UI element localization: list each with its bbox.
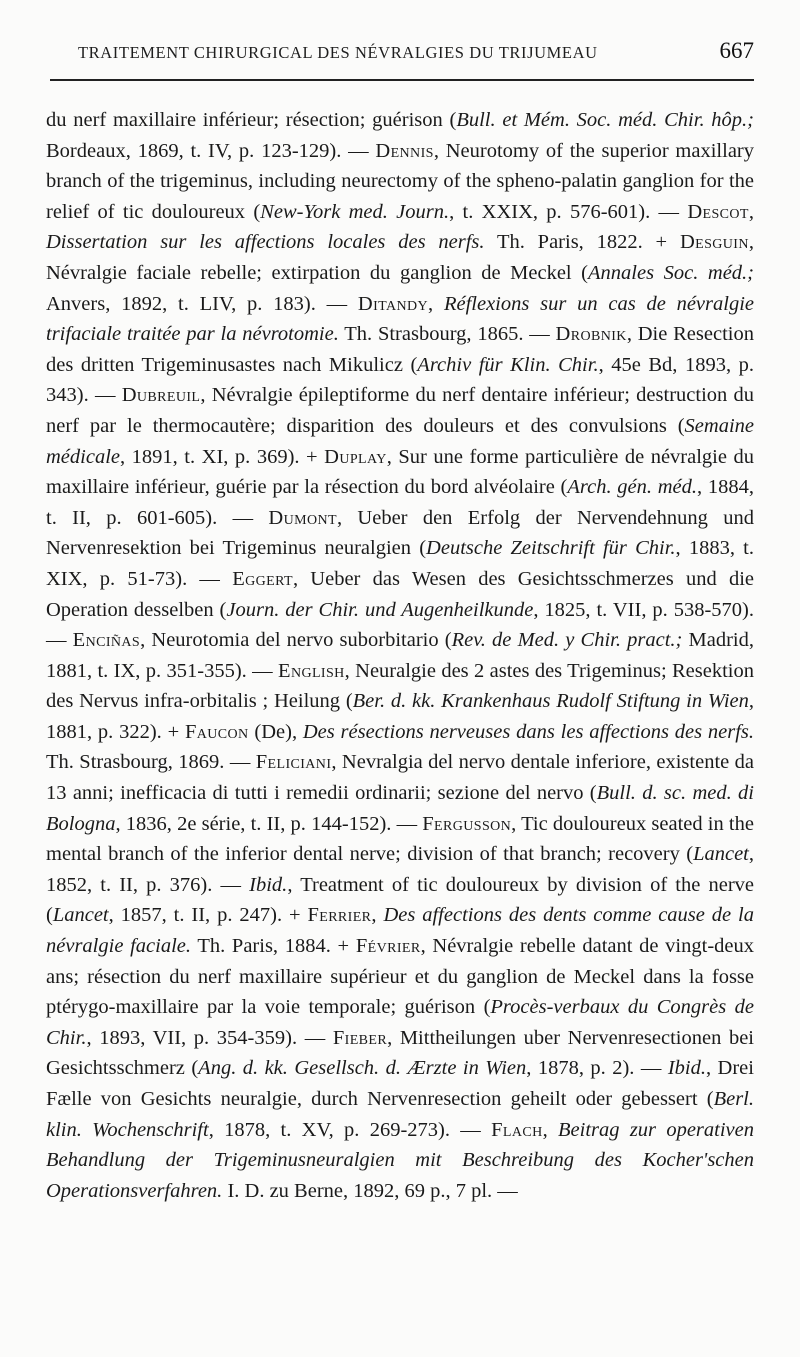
author-name: Dumont [268, 506, 337, 529]
text-segment: , Tic douloureux seated in the mental branch of the inferior dental nerve; division of that branch; recovery ( [46, 812, 754, 866]
italic-segment: Semaine médicale [46, 414, 754, 468]
text-segment: , Ueber den Erfolg der Nervendehnung und Nervenresektion bei Trigeminus neuralgien ( [46, 506, 754, 560]
text-segment: , Nevralgia del nervo dentale inferiore, existente da 13 anni; inefficacia di tutti i remedii ordinarii; sezione del nervo ( [46, 751, 754, 805]
italic-segment: Lancet [693, 843, 749, 866]
author-name: Eggert [232, 567, 293, 590]
text-segment: I. D. zu Berne, 1892, 69 p., 7 pl. — [222, 1179, 518, 1202]
bibliography-paragraph [46, 105, 754, 1206]
text-segment: Th. Paris, 1822. + [484, 231, 680, 254]
italic-segment: Arch. gén. méd. [567, 476, 698, 499]
author-name: English [278, 659, 345, 682]
text-segment: , 1825, t. VII, p. 538-570). — [46, 598, 755, 652]
author-name: Ferrier [307, 904, 372, 927]
header-rule [50, 79, 754, 81]
text-segment: , Névralgie faciale rebelle; extirpation du ganglion de Meckel ( [46, 231, 754, 284]
italic-segment: Annales Soc. méd.; [588, 261, 754, 284]
italic-segment: Journ. der Chir. und Augenheilkunde [226, 598, 534, 621]
italic-segment: Archiv für Klin. Chir. [417, 353, 599, 376]
author-name: Desguin [679, 231, 749, 254]
text-segment: , 1852, t. II, p. 376). — [46, 843, 754, 896]
text-segment: , Die Resection des dritten Trigeminusastes nach Mikulicz ( [46, 323, 754, 376]
italic-segment: Ang. d. kk. Gesellsch. d. Ærzte in Wien [198, 1057, 527, 1080]
italic-segment: Des affections des dents comme cause de la névralgie faciale. [46, 904, 754, 958]
author-name: Duplay [324, 445, 387, 468]
italic-segment: Procès-verbaux du Congrès de Chir. [46, 996, 754, 1049]
page-header [78, 38, 754, 64]
text-segment: , Névralgie épileptiforme du nerf dentaire inférieur; destruction du nerf par le thermocautère; disparition des douleurs et des convulsions ( [46, 384, 755, 437]
text-segment: Bordeaux, 1869, t. IV, p. 123-129). — [46, 139, 376, 162]
text-segment: , Névralgie rebelle datant de vingt-deux ans; résection du nerf maxillaire supérieur et du ganglion de Meckel dans la fosse ptérygo-maxillaire par la voie temporale; guérison ( [46, 935, 754, 1019]
text-segment: , Treatment of tic douloureux by division of the nerve ( [46, 873, 754, 927]
italic-segment: Lancet [52, 904, 109, 927]
italic-segment: Bull. d. sc. med. di Bologna [46, 782, 754, 835]
text-segment: du nerf maxillaire inférieur; résection; guérison ( [46, 109, 457, 131]
italic-segment: New-York med. Journ. [260, 200, 450, 223]
page-number: 667 [719, 38, 754, 63]
italic-segment: Ber. d. kk. Krankenhaus Rudolf Stiftung in Wien [352, 690, 749, 713]
text-segment: Th. Strasbourg, 1865. — [338, 323, 556, 346]
italic-segment: Des résections nerveuses dans les affections des nerfs. [302, 720, 754, 743]
text-segment: , 1878, t. XV, p. 269-273). — [208, 1118, 492, 1141]
text-segment: Anvers, 1892, t. LIV, p. 183). — [46, 292, 358, 315]
italic-segment: Bull. et Mém. Soc. méd. Chir. hôp.; [456, 109, 755, 131]
author-name: Ditandy [357, 292, 429, 315]
text-segment: , Neuralgie des 2 astes des Trigeminus; Resektion des Nervus infra-orbitalis ; Heilung ( [46, 659, 754, 713]
running-title: TRAITEMENT CHIRURGICAL DES NÉVRALGIES DU TRIJUMEAU [78, 43, 598, 62]
author-name: Fergusson [422, 812, 512, 835]
italic-segment: Deutsche Zeitschrift für Chir. [426, 537, 676, 560]
text-segment: (De), [248, 720, 303, 743]
text-segment: , 1836, 2e série, t. II, p. 144-152). — [115, 812, 423, 835]
italic-segment: Berl. klin. Wochenschrift [46, 1088, 754, 1141]
italic-segment: Ibid. [249, 873, 288, 896]
text-segment: , 1878, p. 2). — [526, 1057, 668, 1080]
author-name: Flach [491, 1118, 543, 1141]
author-name: Dennis [375, 139, 434, 162]
author-name: Février [355, 935, 421, 958]
text-segment: , [748, 200, 754, 223]
text-segment: , Sur une forme particulière de névralgie du maxillaire inférieur, guérie par la résection du bord alvéolaire ( [46, 445, 754, 499]
italic-segment: Beitrag zur operativen Behandlung der Trigeminusneuralgien mit Beschreibung des Kocher'schen Operationsverfahren. [46, 1118, 754, 1202]
text-segment: , 1891, t. XI, p. 369). + [120, 445, 325, 468]
text-segment: , [542, 1118, 559, 1141]
text-segment: , Neurotomy of the superior maxillary branch of the trigeminus, including neurectomy of the spheno-palatin ganglion for the relief of tic douloureux ( [46, 139, 754, 223]
text-segment: , 1881, p. 322). + [46, 690, 755, 743]
text-segment: , 1893, VII, p. 354-359). — [86, 1026, 333, 1049]
author-name: Fieber [332, 1026, 388, 1049]
text-segment: , [428, 292, 444, 315]
text-segment: , [371, 904, 384, 927]
author-name: Drobnik [555, 323, 627, 346]
italic-segment: Dissertation sur les affections locales des nerfs. [46, 231, 485, 254]
text-segment: , 1857, t. II, p. 247). + [108, 904, 308, 927]
text-segment: Th. Paris, 1884. + [191, 935, 356, 958]
text-segment: Madrid, 1881, t. IX, p. 351-355). — [46, 629, 755, 682]
text-segment: , Neurotomia del nervo suborbitario ( [140, 629, 452, 652]
text-segment: , 1884, t. II, p. 601-605). — [46, 476, 755, 529]
text-segment: , t. XXIX, p. 576-601). — [449, 200, 688, 223]
text-segment: , Ueber das Wesen des Gesichtsschmerzes und die Operation desselben ( [46, 567, 755, 621]
author-name: Dubreuil [121, 384, 201, 407]
text-segment: , 45e Bd, 1893, p. 343). — [46, 353, 754, 407]
italic-segment: Rev. de Med. y Chir. pract.; [451, 629, 683, 652]
text-segment: , 1883, t. XIX, p. 51-73). — [46, 537, 754, 590]
text-segment: , Drei Fælle von Gesichts neuralgie, durch Nervenresection geheilt oder gebessert ( [46, 1057, 754, 1110]
text-segment: Th. Strasbourg, 1869. — [46, 751, 256, 774]
italic-segment: Ibid. [667, 1057, 706, 1080]
author-name: Enciñas [72, 629, 141, 652]
italic-segment: Réflexions sur un cas de névralgie trifaciale traitée par la névrotomie. [46, 292, 754, 346]
author-name: Feliciani [255, 751, 332, 774]
author-name: Descot [687, 200, 749, 223]
author-name: Faucon [184, 720, 249, 743]
text-segment: , Mittheilungen uber Nervenresectionen bei Gesichtsschmerz ( [46, 1026, 754, 1080]
